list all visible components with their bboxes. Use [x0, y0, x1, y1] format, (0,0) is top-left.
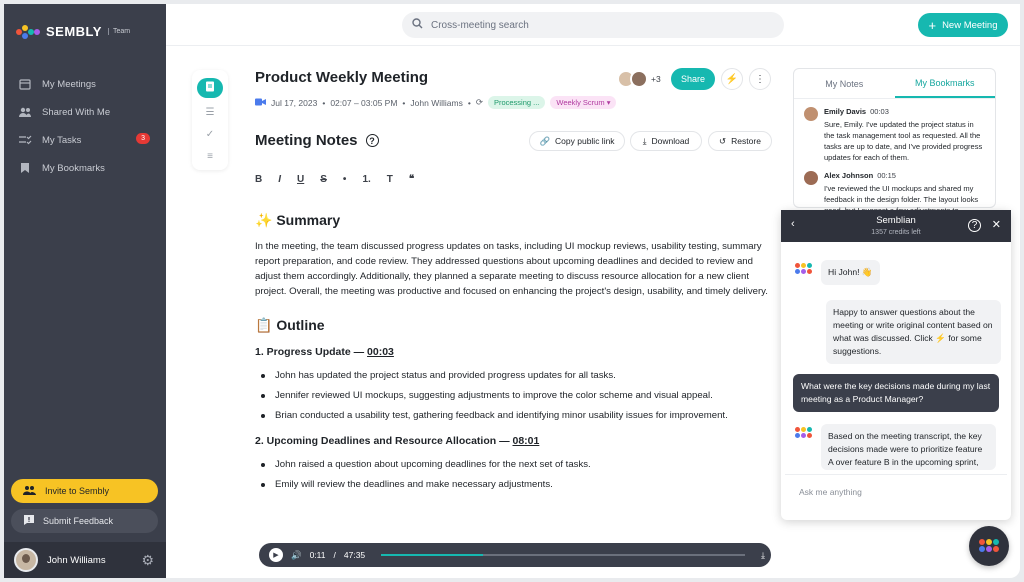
- section-timestamp-link[interactable]: 08:01: [512, 435, 540, 447]
- checklist-icon: ☰: [205, 106, 215, 118]
- sidebar-item-label: Shared With Me: [42, 106, 111, 118]
- close-icon[interactable]: ✕: [991, 219, 1001, 231]
- check-icon: ✓: [205, 128, 215, 140]
- credits-left: 1357 credits left: [871, 229, 921, 236]
- tasks-count-badge: 3: [136, 133, 150, 144]
- bold-button[interactable]: B: [255, 174, 263, 185]
- copy-public-link-button[interactable]: [529, 131, 625, 151]
- check-view-button[interactable]: [197, 124, 223, 144]
- tag-label: Weekly Scrum: [556, 98, 605, 107]
- playback-progress: [381, 554, 483, 556]
- transcript-view-button[interactable]: [197, 146, 223, 166]
- search-input[interactable]: [402, 12, 784, 38]
- lines-icon: ≡: [207, 150, 213, 162]
- avatar: [14, 548, 38, 572]
- meeting-meta: [255, 96, 616, 109]
- help-icon[interactable]: ?: [366, 134, 379, 147]
- meeting-time: 02:07 – 03:05 PM: [330, 97, 398, 108]
- bullet-list: [255, 457, 773, 492]
- restore-button[interactable]: [708, 131, 772, 151]
- section-title: 2. Upcoming Deadlines and Resource Allocation —: [255, 435, 513, 447]
- tag-badge[interactable]: Weekly Scrum ▾: [550, 96, 616, 109]
- sidebar-item-label: My Tasks: [42, 134, 82, 146]
- new-meeting-label: New Meeting: [942, 19, 998, 31]
- sidebar-item-label: My Bookmarks: [42, 162, 105, 174]
- chat-bubble: Based on the meeting transcript, the key decisions made were to prioritize feature A over feature B in the upcoming sprint,: [821, 424, 996, 470]
- tasks-view-button[interactable]: [197, 102, 223, 122]
- bookmark-text: Sure, Emily. I've updated the project status in the task management tool as requested. All the tasks are up to date, and I've provided progress updates for each of them.: [824, 120, 983, 162]
- bookmark-author: [824, 107, 985, 116]
- bullet-list: [255, 368, 773, 423]
- outline-heading: 📋 Outline: [255, 317, 325, 333]
- bot-avatar-icon: [793, 260, 813, 280]
- avatar: [630, 70, 648, 88]
- chevron-left-icon[interactable]: ‹: [791, 218, 795, 230]
- section-timestamp-link[interactable]: 00:03: [367, 346, 394, 358]
- list-item: Emily will review the deadlines and make necessary adjustments.: [255, 477, 773, 492]
- submit-feedback-button[interactable]: [11, 509, 158, 533]
- more-vertical-icon: ⋮: [755, 73, 765, 85]
- download-icon: ⤓: [642, 135, 647, 146]
- quote-button[interactable]: ❝: [408, 174, 415, 185]
- numbered-list-button[interactable]: 1.: [362, 174, 371, 185]
- search-placeholder: Cross-meeting search: [431, 19, 529, 31]
- current-time: 0:11: [309, 550, 326, 560]
- download-label: Download: [651, 136, 690, 146]
- formatting-toolbar: [255, 174, 414, 185]
- bookmark-item[interactable]: [794, 163, 995, 216]
- group-add-icon: [23, 485, 37, 497]
- plan-label: Team: [108, 28, 130, 35]
- bookmark-time: 00:15: [877, 171, 896, 180]
- list-item: Brian conducted a usability test, gathering feedback and identifying minor usability issues for improvement.: [255, 408, 773, 423]
- bookmark-author: [824, 171, 985, 180]
- sidebar-item-shared-with-me[interactable]: [4, 98, 166, 126]
- copy-link-label: Copy public link: [555, 136, 615, 146]
- semblian-chat: [781, 210, 1011, 520]
- bookmark-item[interactable]: [794, 99, 995, 163]
- bookmark-name: Emily Davis: [824, 107, 867, 116]
- new-meeting-button[interactable]: [918, 13, 1008, 37]
- restore-label: Restore: [731, 136, 761, 146]
- invite-button[interactable]: [11, 479, 158, 503]
- tab-my-notes[interactable]: My Notes: [825, 78, 864, 89]
- audio-player: [259, 543, 771, 567]
- chat-header: [781, 210, 1011, 242]
- chat-title: Semblian: [876, 215, 916, 226]
- meta-separator: •: [467, 97, 471, 108]
- sidebar: [4, 4, 166, 578]
- section-title: 1. Progress Update —: [255, 346, 368, 358]
- gear-icon[interactable]: ⚙: [141, 551, 154, 568]
- user-profile[interactable]: [4, 542, 166, 578]
- share-button[interactable]: Share: [671, 68, 715, 90]
- list-item: John raised a question about upcoming deadlines for the next set of tasks.: [255, 457, 773, 472]
- history-icon: ↺: [719, 135, 727, 146]
- sidebar-item-label: My Meetings: [42, 78, 96, 90]
- app-window: [4, 4, 1020, 578]
- strikethrough-button[interactable]: S: [320, 174, 327, 185]
- sync-icon: ⟳: [475, 97, 483, 107]
- lightning-icon: ⚡: [725, 73, 739, 85]
- automation-button[interactable]: [721, 68, 743, 90]
- meeting-date: Jul 17, 2023: [271, 97, 318, 108]
- document-icon: [205, 81, 215, 95]
- underline-button[interactable]: U: [297, 174, 305, 185]
- status-badge: Processing ...: [488, 96, 545, 109]
- meta-separator: •: [322, 97, 326, 108]
- bot-message: [793, 424, 996, 470]
- sidebar-item-my-meetings[interactable]: [4, 70, 166, 98]
- more-options-button[interactable]: [749, 68, 771, 90]
- panel-tabs: [794, 69, 995, 99]
- chat-input[interactable]: Ask me anything: [785, 474, 1007, 516]
- chat-bubble: Happy to answer questions about the meeting or write original content based on what was discussed. Click ⚡ for some suggestions.: [826, 300, 1001, 364]
- tasks-icon: [18, 133, 32, 147]
- logo-icon: [16, 25, 40, 39]
- tab-my-bookmarks[interactable]: My Bookmarks: [895, 69, 996, 98]
- search-icon: [412, 18, 423, 32]
- download-button[interactable]: [630, 131, 702, 151]
- total-time: 47:35: [343, 550, 366, 560]
- feedback-icon: [23, 514, 35, 528]
- avatar: [804, 107, 818, 121]
- semblian-launcher-button[interactable]: [969, 526, 1009, 566]
- people-icon: [18, 105, 32, 119]
- notes-content[interactable]: [255, 212, 773, 497]
- play-button[interactable]: [269, 548, 283, 562]
- volume-icon[interactable]: 🔊: [291, 549, 302, 560]
- summary-heading: ✨ Summary: [255, 212, 341, 228]
- section-heading: [255, 346, 773, 358]
- sidebar-item-my-tasks[interactable]: [4, 126, 166, 154]
- section-heading: [255, 435, 773, 447]
- notes-heading-text: Meeting Notes: [255, 132, 358, 149]
- play-icon: ▶: [273, 552, 279, 559]
- text-size-button[interactable]: T: [386, 174, 393, 185]
- user-name: John Williams: [47, 554, 106, 566]
- topbar: [166, 4, 1020, 46]
- brand-name: SEMBLY: [46, 24, 102, 39]
- video-icon: [255, 98, 266, 108]
- download-icon[interactable]: ⤓: [761, 549, 765, 560]
- list-item: Jennifer reviewed UI mockups, suggesting adjustments to improve the color scheme and visual appeal.: [255, 388, 773, 403]
- participants[interactable]: [617, 70, 661, 88]
- participants-count: +3: [651, 74, 661, 84]
- user-message: What were the key decisions made during my last meeting as a Product Manager?: [793, 374, 999, 412]
- link-icon: 🔗: [539, 135, 551, 146]
- meta-separator: •: [402, 97, 406, 108]
- bot-message: [793, 260, 880, 285]
- summary-text: In the meeting, the team discussed progress updates on tasks, including UI mockup reviews, usability testing, summary report preparation, and code review. They addressed questions about upcoming deadlines and decided to review and adjust them accordingly. Additionally, they planned a separate meeting to discuss resource allocation for a new client project. Overall, the meeting was productive and focused on enhancing the project's design, usability, and timely delivery.: [255, 241, 768, 297]
- plus-icon: +: [928, 17, 937, 33]
- logo[interactable]: [16, 24, 130, 39]
- bookmark-name: Alex Johnson: [824, 171, 874, 180]
- playback-slider[interactable]: [381, 554, 745, 556]
- bookmark-icon: [18, 161, 32, 175]
- notes-tool-rail: [192, 70, 228, 170]
- notes-view-button[interactable]: [197, 78, 223, 98]
- bookmark-text: I've reviewed the UI mockups and shared my feedback in the design folder. The layout looks: [824, 184, 979, 204]
- bullet-list-button[interactable]: •: [342, 174, 347, 185]
- invite-label: Invite to Sembly: [45, 486, 110, 496]
- notes-heading: [255, 132, 379, 149]
- avatar: [804, 171, 818, 185]
- calendar-icon: [18, 77, 32, 91]
- bookmark-time: 00:03: [870, 107, 889, 116]
- sidebar-item-my-bookmarks[interactable]: [4, 154, 166, 182]
- notes-bookmarks-panel: [793, 68, 996, 208]
- italic-button[interactable]: I: [278, 174, 282, 185]
- meeting-owner: John Williams: [410, 97, 463, 108]
- feedback-label: Submit Feedback: [43, 516, 114, 526]
- time-separator: /: [333, 550, 336, 560]
- chat-bubble: Hi John! 👋: [821, 260, 880, 285]
- list-item: John has updated the project status and provided progress updates for all tasks.: [255, 368, 773, 383]
- sidebar-nav: [4, 70, 166, 182]
- page-title: Product Weekly Meeting: [255, 69, 429, 86]
- help-icon[interactable]: ?: [968, 219, 981, 232]
- bot-avatar-icon: [793, 424, 813, 444]
